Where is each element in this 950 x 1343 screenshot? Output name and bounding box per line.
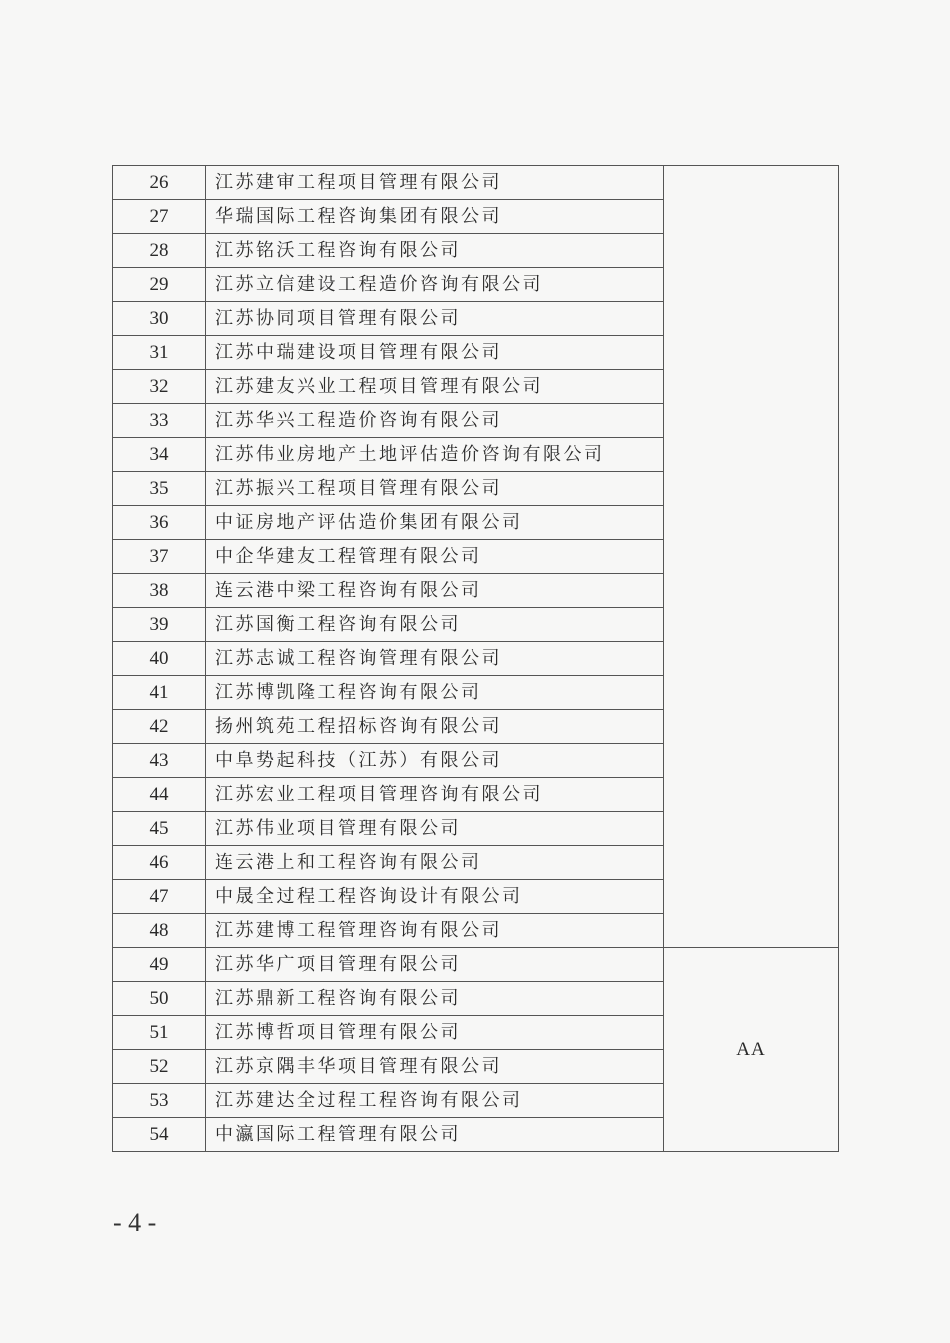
company-name: 江苏立信建设工程造价咨询有限公司 (206, 268, 664, 302)
company-name: 江苏振兴工程项目管理有限公司 (206, 472, 664, 506)
company-name: 华瑞国际工程咨询集团有限公司 (206, 200, 664, 234)
row-number: 41 (113, 676, 206, 710)
row-number: 49 (113, 948, 206, 982)
row-number: 37 (113, 540, 206, 574)
company-name: 连云港上和工程咨询有限公司 (206, 846, 664, 880)
row-number: 28 (113, 234, 206, 268)
row-number: 34 (113, 438, 206, 472)
row-number: 45 (113, 812, 206, 846)
row-number: 51 (113, 1016, 206, 1050)
row-number: 47 (113, 880, 206, 914)
row-number: 31 (113, 336, 206, 370)
table-row (113, 166, 839, 200)
row-number: 42 (113, 710, 206, 744)
company-name: 江苏伟业项目管理有限公司 (206, 812, 664, 846)
company-name: 江苏博凯隆工程咨询有限公司 (206, 676, 664, 710)
company-name: 江苏京隅丰华项目管理有限公司 (206, 1050, 664, 1084)
company-name: 江苏伟业房地产土地评估造价咨询有限公司 (206, 438, 664, 472)
row-number: 27 (113, 200, 206, 234)
rating-grade: AA (664, 948, 839, 1152)
row-number: 32 (113, 370, 206, 404)
company-name: 中阜势起科技（江苏）有限公司 (206, 744, 664, 778)
company-name: 江苏华兴工程造价咨询有限公司 (206, 404, 664, 438)
row-number: 39 (113, 608, 206, 642)
company-name: 江苏中瑞建设项目管理有限公司 (206, 336, 664, 370)
company-name: 江苏建友兴业工程项目管理有限公司 (206, 370, 664, 404)
company-name: 扬州筑苑工程招标咨询有限公司 (206, 710, 664, 744)
table-row (113, 948, 839, 982)
row-number: 50 (113, 982, 206, 1016)
row-number: 38 (113, 574, 206, 608)
row-number: 29 (113, 268, 206, 302)
row-number: 48 (113, 914, 206, 948)
company-name: 江苏建博工程管理咨询有限公司 (206, 914, 664, 948)
company-name: 江苏华广项目管理有限公司 (206, 948, 664, 982)
row-number: 53 (113, 1084, 206, 1118)
row-number: 54 (113, 1118, 206, 1152)
company-name: 中证房地产评估造价集团有限公司 (206, 506, 664, 540)
company-name: 江苏国衡工程咨询有限公司 (206, 608, 664, 642)
row-number: 33 (113, 404, 206, 438)
row-number: 30 (113, 302, 206, 336)
row-number: 36 (113, 506, 206, 540)
company-name: 连云港中梁工程咨询有限公司 (206, 574, 664, 608)
company-name: 江苏协同项目管理有限公司 (206, 302, 664, 336)
company-name: 江苏建审工程项目管理有限公司 (206, 166, 664, 200)
rating-grade (664, 166, 839, 948)
row-number: 52 (113, 1050, 206, 1084)
company-name: 江苏铭沃工程咨询有限公司 (206, 234, 664, 268)
company-name: 江苏宏业工程项目管理咨询有限公司 (206, 778, 664, 812)
company-name: 江苏志诚工程咨询管理有限公司 (206, 642, 664, 676)
company-name: 中晟全过程工程咨询设计有限公司 (206, 880, 664, 914)
row-number: 35 (113, 472, 206, 506)
row-number: 40 (113, 642, 206, 676)
table-body (113, 166, 839, 1152)
row-number: 46 (113, 846, 206, 880)
page-number: - 4 - (113, 1208, 157, 1237)
row-number: 26 (113, 166, 206, 200)
row-number: 44 (113, 778, 206, 812)
company-name: 中瀛国际工程管理有限公司 (206, 1118, 664, 1152)
company-name: 中企华建友工程管理有限公司 (206, 540, 664, 574)
company-name: 江苏博哲项目管理有限公司 (206, 1016, 664, 1050)
company-rating-table (112, 165, 838, 1152)
company-name: 江苏建达全过程工程咨询有限公司 (206, 1084, 664, 1118)
row-number: 43 (113, 744, 206, 778)
company-name: 江苏鼎新工程咨询有限公司 (206, 982, 664, 1016)
